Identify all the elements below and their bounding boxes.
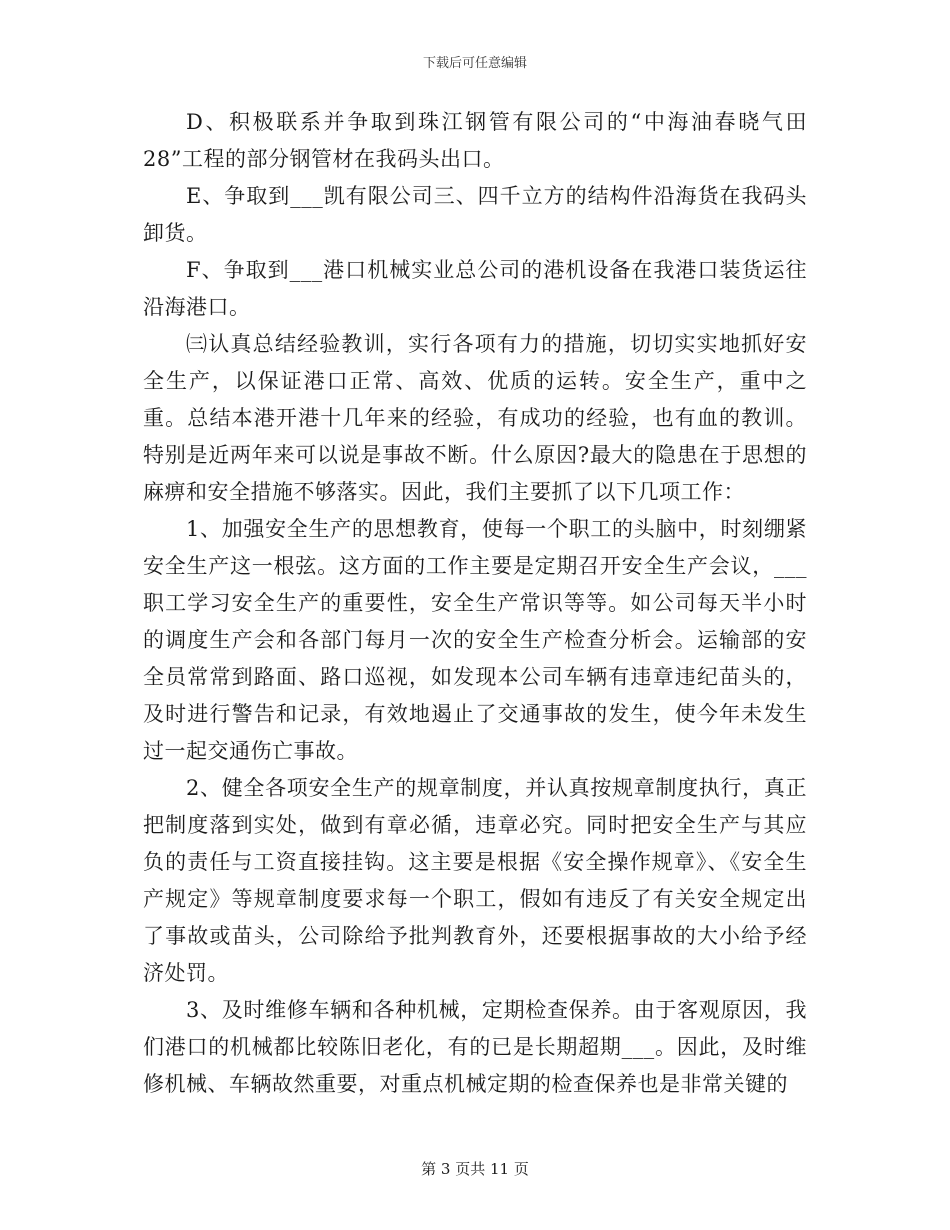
paragraph-d: D、积极联系并争取到珠江钢管有限公司的“中海油春晓气田28”工程的部分钢管材在我码头出口。 xyxy=(143,110,807,171)
page-header: 下载后可任意编辑 xyxy=(422,56,527,71)
paragraph-e: E、争取到___凯有限公司三、四千立方的结构件沿海货在我码头卸货。 xyxy=(143,184,807,245)
paragraph-item-2: 2、健全各项安全生产的规章制度，并认真按规章制度执行，真正把制度落到实处，做到有章必循，违章必究。同时把安全生产与其应负的责任与工资直接挂钩。这主要是根据《安全操作规章》、《安全生产规定》等规章制度要求每一个职工，假如有违反了有关安全规定出了事故或苗头，公司除给予批判教育外，还要根据事故的大小给予经济处罚。 xyxy=(143,776,807,985)
paragraph-item-3: 3、及时维修车辆和各种机械，定期检查保养。由于客观原因，我们港口的机械都比较陈旧老化，有的已是长期超期___。因此，及时维修机械、车辆故然重要，对重点机械定期的检查保养也是非常关键的 xyxy=(143,998,807,1096)
document-body xyxy=(143,104,807,1103)
page-number-footer: 第 3 页共 11 页 xyxy=(421,1160,529,1178)
paragraph-f: F、争取到___港口机械实业总公司的港机设备在我港口装货运往沿海港口。 xyxy=(143,258,807,319)
paragraph-section-3: ㈢认真总结经验教训，实行各项有力的措施，切切实实地抓好安全生产，以保证港口正常、高效、优质的运转。安全生产，重中之重。总结本港开港十几年来的经验，有成功的经验，也有血的教训。特别是近两年来可以说是事故不断。什么原因?最大的隐患在于思想的麻痹和安全措施不够落实。因此，我们主要抓了以下几项工作： xyxy=(143,332,807,504)
paragraph-item-1: 1、加强安全生产的思想教育，使每一个职工的头脑中，时刻绷紧安全生产这一根弦。这方面的工作主要是定期召开安全生产会议，___职工学习安全生产的重要性，安全生产常识等等。如公司每天半小时的调度生产会和各部门每月一次的安全生产检查分析会。运输部的安全员常常到路面、路口巡视，如发现本公司车辆有违章违纪苗头的，及时进行警告和记录，有效地遏止了交通事故的发生，使今年未发生过一起交通伤亡事故。 xyxy=(143,517,807,763)
